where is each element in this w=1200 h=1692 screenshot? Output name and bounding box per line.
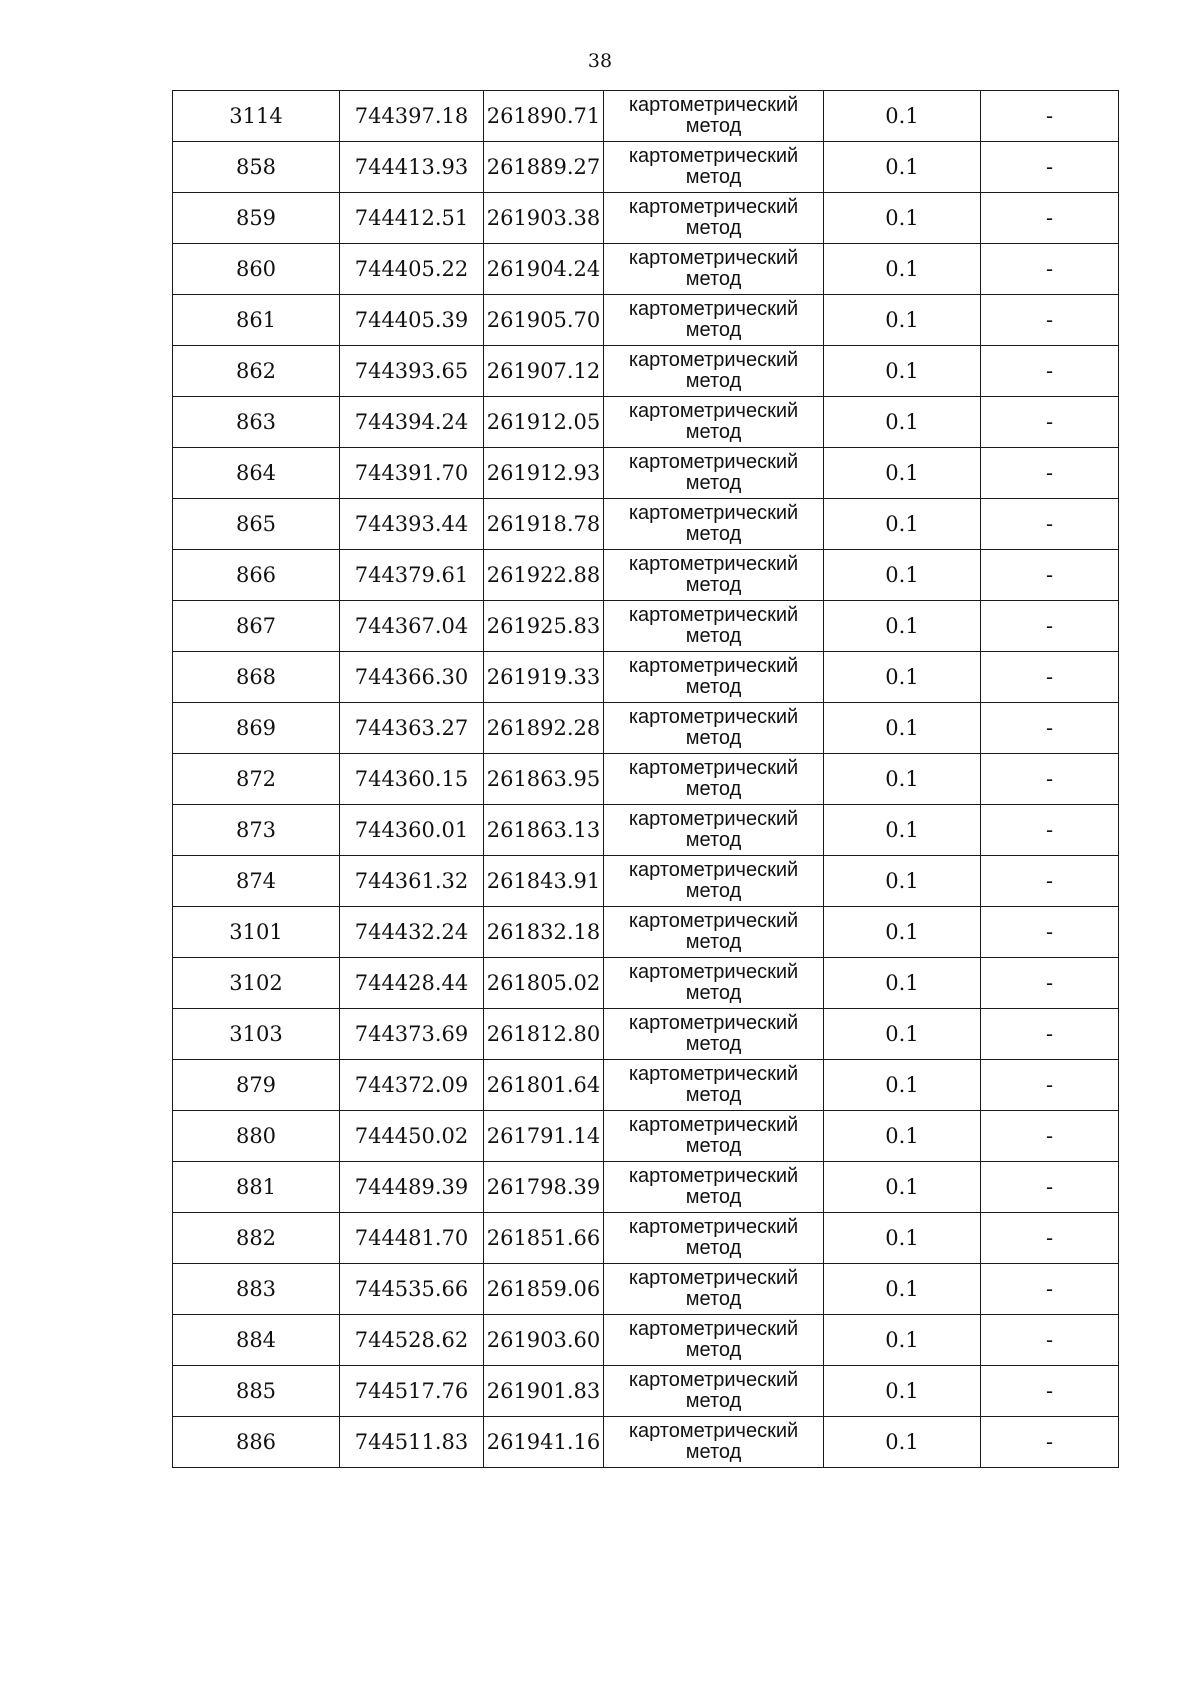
method-label-continued: метод — [685, 880, 742, 902]
method-cell — [604, 652, 824, 703]
accuracy-cell: 0.1 — [824, 499, 981, 550]
point-number-cell: 874 — [173, 856, 340, 907]
method-cell — [604, 550, 824, 601]
y-coordinate-cell: 261801.64 — [484, 1060, 604, 1111]
method-label: картометрический — [628, 1420, 799, 1442]
table-row — [173, 1162, 1119, 1213]
y-coordinate-cell: 261918.78 — [484, 499, 604, 550]
method-label-continued: метод — [685, 268, 742, 290]
method-label-continued: метод — [685, 472, 742, 494]
point-number-cell: 881 — [173, 1162, 340, 1213]
method-label: картометрический — [628, 298, 799, 320]
point-number-cell: 861 — [173, 295, 340, 346]
accuracy-cell: 0.1 — [824, 295, 981, 346]
table-row — [173, 754, 1119, 805]
point-number-cell: 864 — [173, 448, 340, 499]
method-label: картометрический — [628, 451, 799, 473]
method-cell — [604, 703, 824, 754]
x-coordinate-cell: 744391.70 — [340, 448, 484, 499]
method-label-continued: метод — [685, 1339, 742, 1361]
table-row — [173, 652, 1119, 703]
method-cell — [604, 601, 824, 652]
point-number-cell: 867 — [173, 601, 340, 652]
y-coordinate-cell: 261863.13 — [484, 805, 604, 856]
table-row — [173, 958, 1119, 1009]
method-label-continued: метод — [685, 166, 742, 188]
point-number-cell: 862 — [173, 346, 340, 397]
method-cell — [604, 91, 824, 142]
y-coordinate-cell: 261912.05 — [484, 397, 604, 448]
method-label-continued: метод — [685, 1237, 742, 1259]
method-cell — [604, 1366, 824, 1417]
method-cell — [604, 958, 824, 1009]
y-coordinate-cell: 261851.66 — [484, 1213, 604, 1264]
accuracy-cell: 0.1 — [824, 142, 981, 193]
x-coordinate-cell: 744450.02 — [340, 1111, 484, 1162]
table-row — [173, 1009, 1119, 1060]
note-cell: - — [981, 1162, 1119, 1213]
note-cell: - — [981, 958, 1119, 1009]
accuracy-cell: 0.1 — [824, 448, 981, 499]
x-coordinate-cell: 744373.69 — [340, 1009, 484, 1060]
y-coordinate-cell: 261941.16 — [484, 1417, 604, 1468]
x-coordinate-cell: 744413.93 — [340, 142, 484, 193]
method-label: картометрический — [628, 1369, 799, 1391]
note-cell: - — [981, 1366, 1119, 1417]
point-number-cell: 868 — [173, 652, 340, 703]
method-label-continued: метод — [685, 319, 742, 341]
table-row — [173, 601, 1119, 652]
x-coordinate-cell: 744394.24 — [340, 397, 484, 448]
method-label-continued: метод — [685, 982, 742, 1004]
point-number-cell: 883 — [173, 1264, 340, 1315]
note-cell: - — [981, 295, 1119, 346]
point-number-cell: 3102 — [173, 958, 340, 1009]
method-label-continued: метод — [685, 1288, 742, 1310]
x-coordinate-cell: 744428.44 — [340, 958, 484, 1009]
accuracy-cell: 0.1 — [824, 1162, 981, 1213]
note-cell: - — [981, 1060, 1119, 1111]
method-label: картометрический — [628, 553, 799, 575]
accuracy-cell: 0.1 — [824, 958, 981, 1009]
table-row — [173, 91, 1119, 142]
y-coordinate-cell: 261890.71 — [484, 91, 604, 142]
point-number-cell: 879 — [173, 1060, 340, 1111]
method-cell — [604, 1264, 824, 1315]
accuracy-cell: 0.1 — [824, 907, 981, 958]
method-label: картометрический — [628, 400, 799, 422]
y-coordinate-cell: 261912.93 — [484, 448, 604, 499]
y-coordinate-cell: 261922.88 — [484, 550, 604, 601]
method-label: картометрический — [628, 757, 799, 779]
note-cell: - — [981, 397, 1119, 448]
point-number-cell: 859 — [173, 193, 340, 244]
method-cell — [604, 499, 824, 550]
note-cell: - — [981, 805, 1119, 856]
x-coordinate-cell: 744412.51 — [340, 193, 484, 244]
y-coordinate-cell: 261843.91 — [484, 856, 604, 907]
note-cell: - — [981, 856, 1119, 907]
method-label: картометрический — [628, 1165, 799, 1187]
method-label: картометрический — [628, 247, 799, 269]
accuracy-cell: 0.1 — [824, 1009, 981, 1060]
x-coordinate-cell: 744405.39 — [340, 295, 484, 346]
accuracy-cell: 0.1 — [824, 1060, 981, 1111]
note-cell: - — [981, 448, 1119, 499]
method-label: картометрический — [628, 604, 799, 626]
method-label: картометрический — [628, 1012, 799, 1034]
y-coordinate-cell: 261832.18 — [484, 907, 604, 958]
x-coordinate-cell: 744372.09 — [340, 1060, 484, 1111]
method-cell — [604, 907, 824, 958]
accuracy-cell: 0.1 — [824, 652, 981, 703]
accuracy-cell: 0.1 — [824, 91, 981, 142]
x-coordinate-cell: 744393.44 — [340, 499, 484, 550]
method-label: картометрический — [628, 655, 799, 677]
accuracy-cell: 0.1 — [824, 601, 981, 652]
x-coordinate-cell: 744393.65 — [340, 346, 484, 397]
method-label-continued: метод — [685, 1084, 742, 1106]
note-cell: - — [981, 142, 1119, 193]
method-label-continued: метод — [685, 115, 742, 137]
point-number-cell: 884 — [173, 1315, 340, 1366]
method-cell — [604, 1162, 824, 1213]
accuracy-cell: 0.1 — [824, 346, 981, 397]
y-coordinate-cell: 261919.33 — [484, 652, 604, 703]
note-cell: - — [981, 754, 1119, 805]
method-cell — [604, 142, 824, 193]
method-label-continued: метод — [685, 1033, 742, 1055]
method-label: картометрический — [628, 706, 799, 728]
note-cell: - — [981, 652, 1119, 703]
y-coordinate-cell: 261925.83 — [484, 601, 604, 652]
method-cell — [604, 754, 824, 805]
note-cell: - — [981, 499, 1119, 550]
method-label: картометрический — [628, 1216, 799, 1238]
y-coordinate-cell: 261805.02 — [484, 958, 604, 1009]
method-label-continued: метод — [685, 778, 742, 800]
method-cell — [604, 397, 824, 448]
table-row — [173, 856, 1119, 907]
table-row — [173, 1315, 1119, 1366]
table-row — [173, 193, 1119, 244]
note-cell: - — [981, 550, 1119, 601]
x-coordinate-cell: 744511.83 — [340, 1417, 484, 1468]
method-label-continued: метод — [685, 931, 742, 953]
x-coordinate-cell: 744432.24 — [340, 907, 484, 958]
point-number-cell: 3114 — [173, 91, 340, 142]
method-label-continued: метод — [685, 1186, 742, 1208]
method-label: картометрический — [628, 196, 799, 218]
method-label-continued: метод — [685, 1441, 742, 1463]
note-cell: - — [981, 91, 1119, 142]
x-coordinate-cell: 744361.32 — [340, 856, 484, 907]
point-number-cell: 858 — [173, 142, 340, 193]
y-coordinate-cell: 261892.28 — [484, 703, 604, 754]
accuracy-cell: 0.1 — [824, 1366, 981, 1417]
method-label-continued: метод — [685, 574, 742, 596]
page-number: 38 — [587, 50, 613, 72]
method-label-continued: метод — [685, 370, 742, 392]
method-cell — [604, 295, 824, 346]
note-cell: - — [981, 703, 1119, 754]
point-number-cell: 885 — [173, 1366, 340, 1417]
note-cell: - — [981, 1111, 1119, 1162]
note-cell: - — [981, 346, 1119, 397]
point-number-cell: 880 — [173, 1111, 340, 1162]
y-coordinate-cell: 261859.06 — [484, 1264, 604, 1315]
accuracy-cell: 0.1 — [824, 193, 981, 244]
point-number-cell: 3101 — [173, 907, 340, 958]
note-cell: - — [981, 1009, 1119, 1060]
y-coordinate-cell: 261901.83 — [484, 1366, 604, 1417]
x-coordinate-cell: 744367.04 — [340, 601, 484, 652]
point-number-cell: 886 — [173, 1417, 340, 1468]
point-number-cell: 863 — [173, 397, 340, 448]
accuracy-cell: 0.1 — [824, 856, 981, 907]
table-row — [173, 499, 1119, 550]
table-row — [173, 142, 1119, 193]
accuracy-cell: 0.1 — [824, 1264, 981, 1315]
accuracy-cell: 0.1 — [824, 397, 981, 448]
table-row — [173, 1111, 1119, 1162]
table-row — [173, 295, 1119, 346]
method-label-continued: метод — [685, 1135, 742, 1157]
point-number-cell: 882 — [173, 1213, 340, 1264]
note-cell: - — [981, 601, 1119, 652]
point-number-cell: 866 — [173, 550, 340, 601]
y-coordinate-cell: 261798.39 — [484, 1162, 604, 1213]
accuracy-cell: 0.1 — [824, 703, 981, 754]
accuracy-cell: 0.1 — [824, 1111, 981, 1162]
table-row — [173, 346, 1119, 397]
table-row — [173, 397, 1119, 448]
x-coordinate-cell: 744360.01 — [340, 805, 484, 856]
method-label-continued: метод — [685, 421, 742, 443]
accuracy-cell: 0.1 — [824, 805, 981, 856]
method-cell — [604, 1213, 824, 1264]
x-coordinate-cell: 744363.27 — [340, 703, 484, 754]
method-cell — [604, 856, 824, 907]
note-cell: - — [981, 1213, 1119, 1264]
point-number-cell: 3103 — [173, 1009, 340, 1060]
method-cell — [604, 1009, 824, 1060]
note-cell: - — [981, 907, 1119, 958]
method-label: картометрический — [628, 502, 799, 524]
method-label: картометрический — [628, 145, 799, 167]
x-coordinate-cell: 744481.70 — [340, 1213, 484, 1264]
table-row — [173, 1213, 1119, 1264]
method-cell — [604, 1111, 824, 1162]
x-coordinate-cell: 744517.76 — [340, 1366, 484, 1417]
y-coordinate-cell: 261905.70 — [484, 295, 604, 346]
coordinates-table-body — [173, 91, 1119, 1468]
table-row — [173, 805, 1119, 856]
coordinates-table — [172, 90, 1119, 1468]
accuracy-cell: 0.1 — [824, 550, 981, 601]
x-coordinate-cell: 744489.39 — [340, 1162, 484, 1213]
method-label-continued: метод — [685, 217, 742, 239]
accuracy-cell: 0.1 — [824, 244, 981, 295]
note-cell: - — [981, 1264, 1119, 1315]
method-label-continued: метод — [685, 676, 742, 698]
x-coordinate-cell: 744360.15 — [340, 754, 484, 805]
method-label-continued: метод — [685, 727, 742, 749]
x-coordinate-cell: 744528.62 — [340, 1315, 484, 1366]
method-label: картометрический — [628, 1063, 799, 1085]
method-label: картометрический — [628, 859, 799, 881]
x-coordinate-cell: 744397.18 — [340, 91, 484, 142]
method-label: картометрический — [628, 1114, 799, 1136]
x-coordinate-cell: 744405.22 — [340, 244, 484, 295]
y-coordinate-cell: 261907.12 — [484, 346, 604, 397]
point-number-cell: 869 — [173, 703, 340, 754]
method-label: картометрический — [628, 1318, 799, 1340]
point-number-cell: 865 — [173, 499, 340, 550]
y-coordinate-cell: 261903.38 — [484, 193, 604, 244]
x-coordinate-cell: 744379.61 — [340, 550, 484, 601]
note-cell: - — [981, 193, 1119, 244]
method-cell — [604, 1417, 824, 1468]
method-cell — [604, 244, 824, 295]
point-number-cell: 860 — [173, 244, 340, 295]
y-coordinate-cell: 261903.60 — [484, 1315, 604, 1366]
method-cell — [604, 1060, 824, 1111]
y-coordinate-cell: 261791.14 — [484, 1111, 604, 1162]
note-cell: - — [981, 244, 1119, 295]
method-label-continued: метод — [685, 625, 742, 647]
accuracy-cell: 0.1 — [824, 1315, 981, 1366]
table-row — [173, 1417, 1119, 1468]
note-cell: - — [981, 1315, 1119, 1366]
method-label: картометрический — [628, 1267, 799, 1289]
method-label-continued: метод — [685, 1390, 742, 1412]
point-number-cell: 873 — [173, 805, 340, 856]
table-row — [173, 448, 1119, 499]
method-cell — [604, 805, 824, 856]
y-coordinate-cell: 261904.24 — [484, 244, 604, 295]
note-cell: - — [981, 1417, 1119, 1468]
table-row — [173, 1366, 1119, 1417]
y-coordinate-cell: 261889.27 — [484, 142, 604, 193]
method-cell — [604, 1315, 824, 1366]
method-cell — [604, 448, 824, 499]
table-row — [173, 550, 1119, 601]
table-row — [173, 907, 1119, 958]
table-row — [173, 1264, 1119, 1315]
method-cell — [604, 346, 824, 397]
method-label: картометрический — [628, 808, 799, 830]
method-label: картометрический — [628, 94, 799, 116]
x-coordinate-cell: 744535.66 — [340, 1264, 484, 1315]
accuracy-cell: 0.1 — [824, 754, 981, 805]
method-label: картометрический — [628, 910, 799, 932]
y-coordinate-cell: 261863.95 — [484, 754, 604, 805]
method-label: картометрический — [628, 349, 799, 371]
x-coordinate-cell: 744366.30 — [340, 652, 484, 703]
y-coordinate-cell: 261812.80 — [484, 1009, 604, 1060]
method-cell — [604, 193, 824, 244]
method-label-continued: метод — [685, 829, 742, 851]
accuracy-cell: 0.1 — [824, 1417, 981, 1468]
table-row — [173, 244, 1119, 295]
method-label: картометрический — [628, 961, 799, 983]
method-label-continued: метод — [685, 523, 742, 545]
point-number-cell: 872 — [173, 754, 340, 805]
table-row — [173, 1060, 1119, 1111]
table-row — [173, 703, 1119, 754]
accuracy-cell: 0.1 — [824, 1213, 981, 1264]
